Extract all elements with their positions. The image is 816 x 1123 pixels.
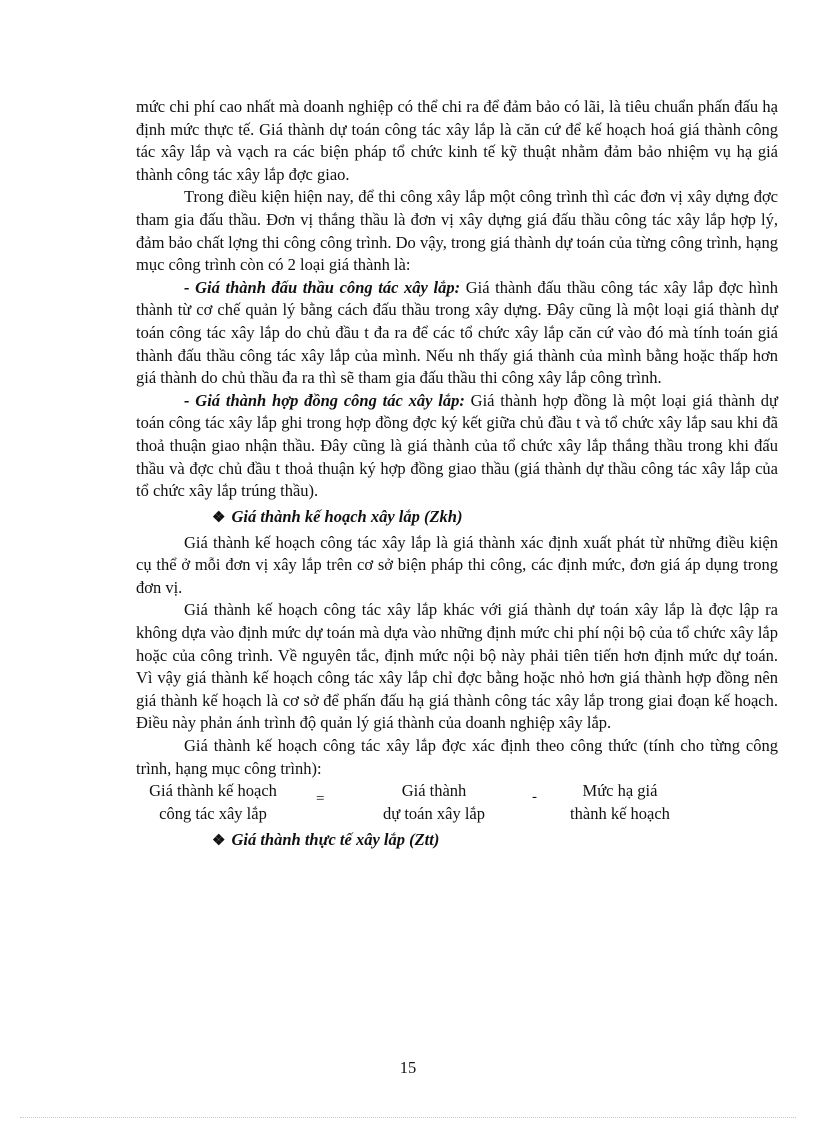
page-number: 15 — [399, 1058, 417, 1077]
formula-left-line2: công tác xây lắp — [159, 803, 267, 823]
bid-price-title: - Giá thành đấu thầu công tác xây lắp: — [184, 277, 461, 297]
section-heading-text: Giá thành thực tế xây lắp (Ztt) — [231, 830, 440, 850]
formula-right-line1: Mức hạ giá — [582, 781, 658, 801]
formula-right-line2: thành kế hoạch — [570, 803, 670, 823]
body-paragraph: Giá thành kế hoạch công tác xây lắp đợc xác định theo công thức (tính cho từng công trình, hạng mục công trình): — [136, 736, 778, 778]
body-paragraph: mức chi phí cao nhất mà doanh nghiệp có thể chi ra để đảm bảo có lãi, là tiêu chuẩn phấn đấu hạ định mức thực tế. Giá thành dự toán công tác xây lắp là căn cứ để kế hoạch hoá giá thành công tác xây lắp và vạch ra các biện pháp tổ chức kinh tế kỹ thuật nhằm đảm bảo nhiệm vụ hạ giá thành công tác xây lắp đợc giao. — [136, 97, 778, 184]
formula-middle-line1: Giá thành — [401, 781, 467, 801]
diamond-bullet-icon: ❖ — [212, 833, 226, 850]
contract-price-text: Giá thành hợp đồng là một loại giá thành dự toán công tác xây lắp ghi trong hợp đồng đợc ký kết giữa chủ đầu t và tổ chức xây lắp sau khi đã thoả thuận giao nhận thầu. Đây cũng là giá thành của tổ chức xây lắp thắng thầu trong khi đấu thầu và đợc chủ đầu t thoả thuận ký hợp đồng giao thầu (giá thành dự thầu công tác xây lắp của tổ chức xây lắp trúng thầu). — [136, 390, 778, 501]
formula-left-term — [128, 780, 298, 825]
bid-price-text: Giá thành đấu thầu công tác xây lắp đợc hình thành từ cơ chế quản lý bằng cách đấu thầu trong xây dựng. Đây cũng là một loại giá thành dự toán công tác xây lắp do chủ đầu t đa ra để các tổ chức xây lắp căn cứ vào đó mà tính toán giá thành đấu thầu công tác xây lắp của mình. Nếu nh thấy giá thành của mình bằng hoặc thấp hơn giá thành do chủ thầu đa ra thì sẽ tham gia đấu thầu thi công xây lắp công trình. — [136, 277, 778, 388]
body-paragraph: Giá thành kế hoạch công tác xây lắp là giá thành xác định xuất phát từ những điều kiện cụ thể ở mỗi đơn vị xây lắp trên cơ sở biện pháp thi công, các định mức, đơn giá áp dụng trong đơn vị. — [136, 532, 778, 597]
section-heading-actual — [136, 826, 778, 855]
formula-middle-line2: dự toán xây lắp — [383, 803, 485, 823]
contract-price-paragraph — [136, 390, 778, 503]
section-heading-plan — [136, 503, 778, 532]
page-content — [136, 96, 778, 855]
page-bottom-divider — [20, 1117, 796, 1118]
bid-price-paragraph — [136, 277, 778, 390]
section-heading-text: Giá thành kế hoạch xây lắp (Zkh) — [231, 506, 463, 526]
formula-equals-sign: = — [316, 791, 325, 808]
formula-right-term — [546, 780, 694, 825]
body-paragraph: Giá thành kế hoạch công tác xây lắp khác với giá thành dự toán xây lắp là đợc lập ra không dựa vào định mức dự toán mà dựa vào những định mức chi phí nội bộ của tổ chức xây lắp hoặc của công trình. Về nguyên tắc, định mức nội bộ này phải tiên tiến hơn định mức dự toán. Vì vậy giá thành kế hoạch công tác xây lắp chỉ đợc bằng hoặc nhỏ hơn giá thành hợp đồng nên giá thành kế hoạch là cơ sở để phấn đấu hạ giá thành công tác xây lắp trong giai đoạn kế hoạch. Điều này phản ánh trình độ quản lý giá thành của doanh nghiệp xây lắp. — [136, 600, 778, 733]
formula-minus-sign: - — [532, 789, 537, 806]
body-paragraph: Trong điều kiện hiện nay, để thi công xây lắp một công trình thì các đơn vị xây dựng đợc tham gia đấu thầu. Đơn vị thắng thầu là đơn vị xây dựng giá đấu thầu công tác xây lắp hợp lý, đảm bảo chất lợng thi công công trình. Do vậy, trong giá thành dự toán của từng công trình, hạng mục công trình còn có 2 loại giá thành là: — [136, 187, 778, 275]
formula-left-line1: Giá thành kế hoạch — [149, 781, 277, 801]
diamond-bullet-icon: ❖ — [212, 509, 226, 526]
cost-formula — [136, 780, 778, 826]
formula-middle-term — [354, 780, 514, 825]
contract-price-title: - Giá thành hợp đồng công tác xây lắp: — [184, 390, 465, 410]
